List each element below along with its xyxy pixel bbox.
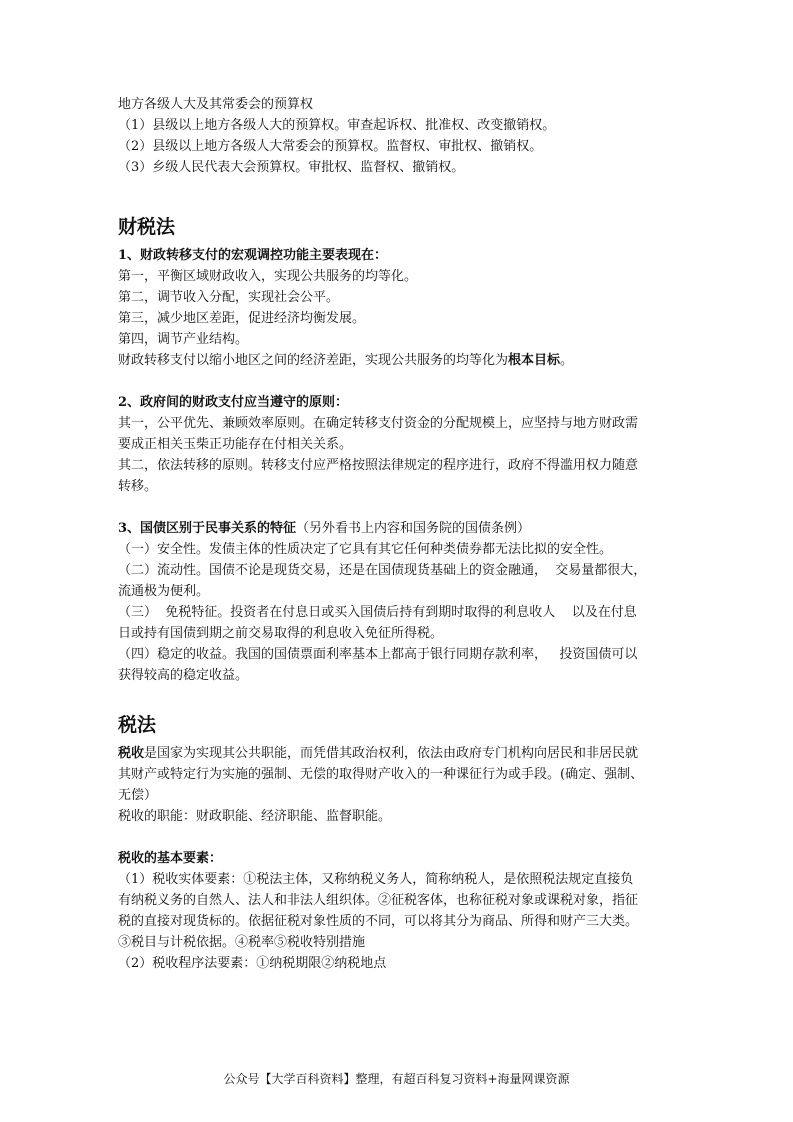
tax-element-1-line2: 有纳税义务的自然人、法人和非法人组织体。②征税客体，也称征税对象或课税对象，指征: [118, 893, 639, 908]
tax-definition-line2: 其财产或特定行为实施的强制、无偿的取得财产收入的一种课征行为或手段。(确定、强制、: [118, 767, 644, 782]
fiscal-s1-item-1: 第一，平衡区域财政收入，实现公共服务的均等化。: [118, 269, 418, 284]
tax-element-1-line3: 税的直接对现货标的。依据征税对象性质的不同，可以将其分为商品、所得和财产三大类。: [118, 914, 639, 929]
spacer: [118, 497, 678, 518]
fiscal-section-header: [118, 214, 678, 240]
fiscal-s3-title-bold: 3、国债区别于民事关系的特征: [118, 521, 297, 536]
fiscal-s1-item-2: 第二，调节收入分配，实现社会公平。: [118, 290, 340, 305]
fiscal-s3-line-3: 流通极为便利。: [118, 584, 210, 599]
fiscal-s3-line-4: （三） 免税特征。投资者在付息日或买入国债后持有到期时取得的利息收人 以及在付息: [118, 605, 637, 620]
summary-suffix: 。: [560, 353, 574, 368]
tax-definition-term: 税收: [118, 746, 145, 761]
budget-item-3: （3）乡级人民代表大会预算权。审批权、监督权、撤销权。: [118, 160, 465, 175]
spacer: [118, 371, 678, 392]
budget-item-2: （2）县级以上地方各级人大常委会的预算权。监督权、审批权、撤销权。: [118, 139, 543, 154]
budget-title: 地方各级人大及其常委会的预算权: [118, 97, 314, 112]
tax-definition-line1: [118, 743, 678, 764]
fiscal-s1-title: 1、财政转移支付的宏观调控功能主要表现在：: [118, 248, 388, 263]
fiscal-heading: 财税法: [118, 216, 176, 238]
fiscal-s3-line-7: 获得较高的稳定收益。: [118, 668, 249, 683]
fiscal-s1-item-4: 第四，调节产业结构。: [118, 332, 249, 347]
tax-heading: 税法: [118, 714, 157, 736]
page-footer: 公众号【大学百科资料】整理，有超百科复习资料+海量网课资源: [223, 1072, 570, 1086]
summary-prefix: 财政转移支付以缩小地区之间的经济差距，实现公共服务的均等化为: [118, 353, 509, 368]
fiscal-s2-title: 2、政府间的财政支付应当遵守的原则：: [118, 395, 349, 410]
tax-definition-text: 是国家为实现其公共职能，而凭借其政治权利，依法由政府专门机构向居民和非居民就: [144, 746, 639, 761]
document-body: [118, 94, 678, 974]
fiscal-s1-summary: [118, 350, 678, 371]
tax-element-2: （2）税收程序法要素：①纳税期限②纳税地点: [118, 956, 387, 971]
fiscal-s3-line-2: （二）流动性。国债不论是现货交易，还是在国债现货基础上的资金融通， 交易量都很大，: [118, 563, 647, 578]
tax-elements-title: 税收的基本要素：: [118, 851, 223, 866]
tax-section-header: [118, 712, 678, 738]
fiscal-s3-line-6: （四）稳定的收益。我国的国债票面利率基本上都高于银行同期存款利率， 投资国债可以: [118, 647, 638, 662]
tax-element-1-line1: （1）税收实体要素：①税法主体，又称纳税义务人，简称纳税人，是依照税法规定直接负: [118, 872, 634, 887]
fiscal-s3-line-5: 日或持有国债到期之前交易取得的利息收入免征所得税。: [118, 626, 444, 641]
tax-definition-line3: 无偿）: [118, 788, 158, 803]
fiscal-s3-title-note: （另外看书上内容和国务院的国债条例）: [296, 521, 531, 536]
fiscal-s3-line-1: （一）安全性。发债主体的性质决定了它具有其它任何种类债券都无法比拟的安全性。: [118, 542, 613, 557]
fiscal-s1-item-3: 第三，减少地区差距，促进经济均衡发展。: [118, 311, 366, 326]
tax-element-1-line4: ③税目与计税依据。④税率⑤税收特别措施: [118, 935, 366, 950]
tax-functions: 税收的职能：财政职能、经济职能、监督职能。: [118, 809, 392, 824]
spacer: [118, 827, 678, 848]
fiscal-s2-p1-line2: 要成正相关玉柴正功能存在付相关关系。: [118, 437, 353, 452]
budget-item-1: （1）县级以上地方各级人大的预算权。审查起诉权、批准权、改变撤销权。: [118, 118, 556, 133]
fiscal-s2-p2-line1: 其二，依法转移的原则。转移支付应严格按照法律规定的程序进行，政府不得滥用权力随意: [118, 458, 639, 473]
fiscal-s2-p2-line2: 转移。: [118, 479, 158, 494]
fiscal-s3-title: [118, 518, 678, 539]
summary-bold: 根本目标: [508, 353, 561, 368]
fiscal-s2-p1-line1: 其一，公平优先、兼顾效率原则。在确定转移支付资金的分配规模上，应坚持与地方财政需: [118, 416, 639, 431]
